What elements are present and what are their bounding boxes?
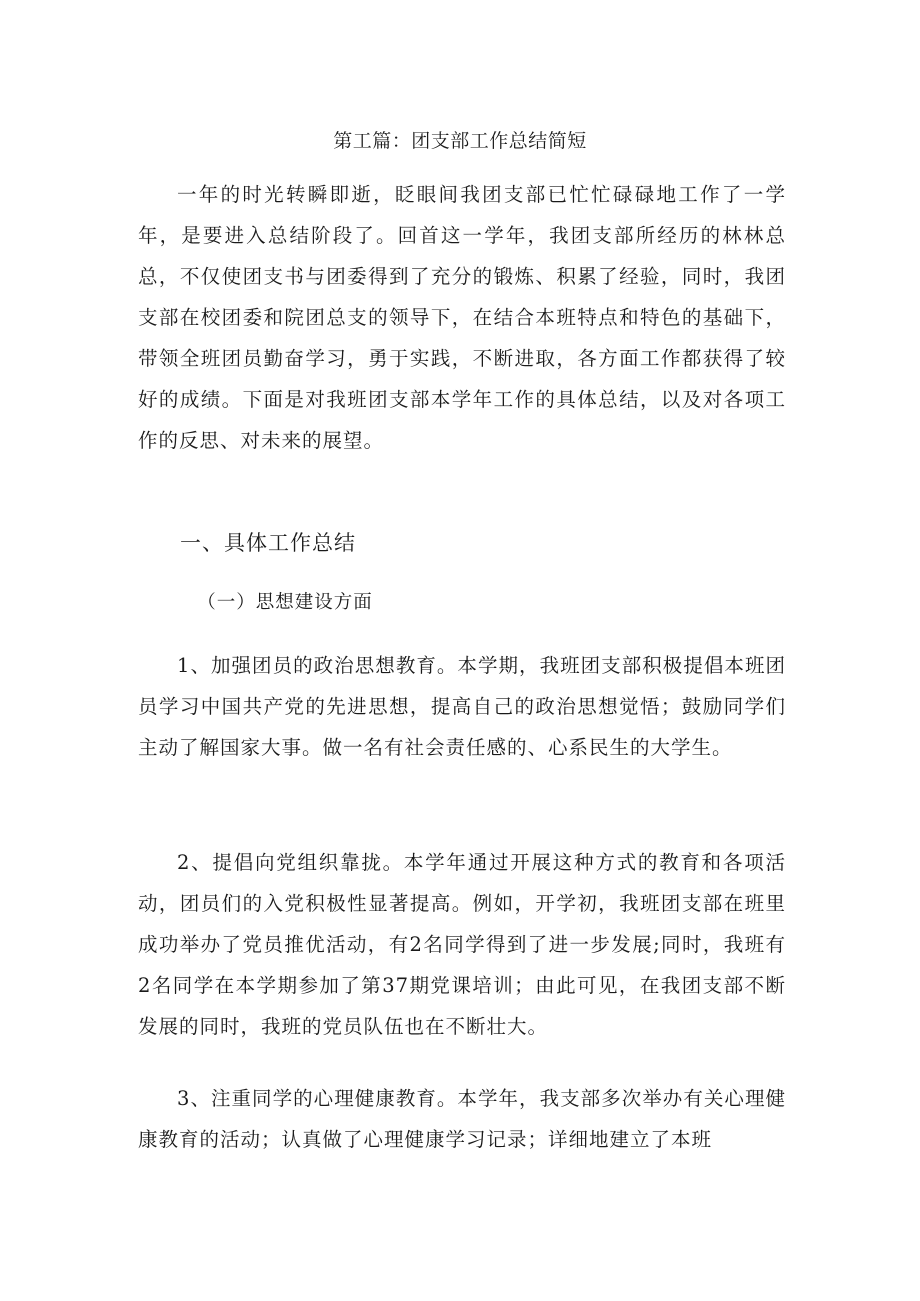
intro-paragraph: 一年的时光转瞬即逝，眨眼间我团支部已忙忙碌碌地工作了一学年，是要进入总结阶段了。回首这一学年，我团支部所经历的林林总总，不仅使团支书与团委得到了充分的锻炼、积累了经验，同时，我团支部在校团委和院团总支的领导下，在结合本班特点和特色的基础下，带领全班团员勤奋学习，勇于实践，不断进取，各方面工作都获得了较好的成绩。下面是对我班团支部本学年工作的具体总结，以及对各项工作的反思、对未来的展望。 — [138, 183, 786, 452]
section-heading: 一、具体工作总结 — [180, 531, 356, 555]
item-paragraph-2: 2、提倡向党组织靠拢。本学年通过开展这种方式的教育和各项活动，团员们的入党积极性显著提高。例如，开学初，我班团支部在班里成功举办了党员推优活动，有2名同学得到了进一步发展;同时，我班有2名同学在本学期参加了第37期党课培训；由此可见，在我团支部不断发展的同时，我班的党员队伍也在不断壮大。 — [138, 851, 786, 1038]
item-paragraph-3: 3、注重同学的心理健康教育。本学年，我支部多次举办有关心理健康教育的活动；认真做了心理健康学习记录；详细地建立了本班 — [138, 1087, 786, 1151]
item-paragraph-1: 1、加强团员的政治思想教育。本学期，我班团支部积极提倡本班团员学习中国共产党的先进思想，提高自己的政治思想觉悟；鼓励同学们主动了解国家大事。做一名有社会责任感的、心系民生的大学生。 — [138, 654, 786, 759]
subsection-heading: （一）思想建设方面 — [197, 592, 373, 613]
document-title: 第工篇：团支部工作总结简短 — [333, 130, 587, 152]
